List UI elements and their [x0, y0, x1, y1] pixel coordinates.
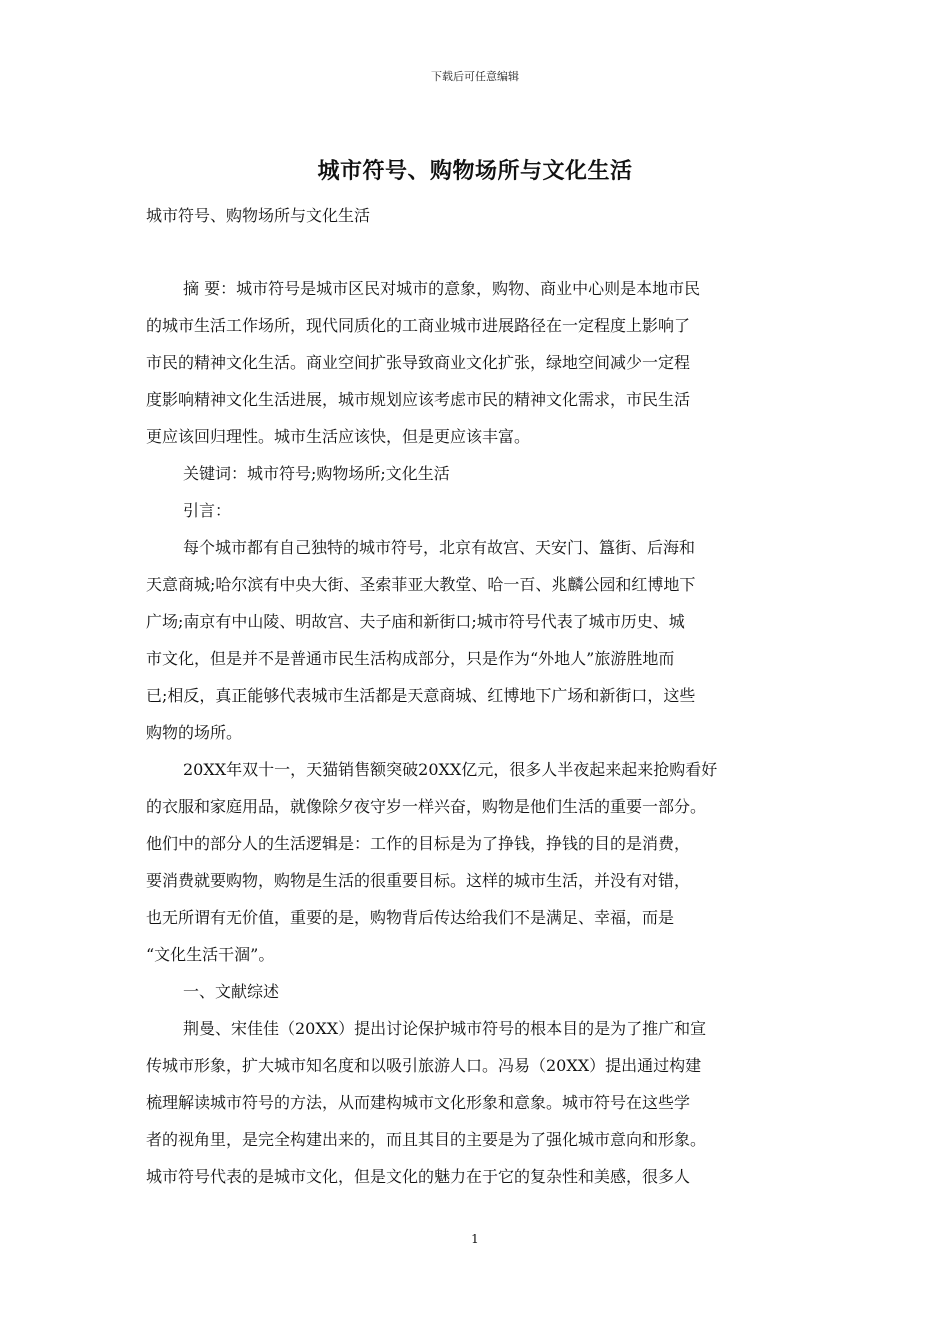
paragraph-line: 已;相反，真正能够代表城市生活都是天意商城、红博地下广场和新街口，这些	[146, 686, 696, 705]
paragraph-line: 购物的场所。	[146, 723, 243, 742]
paragraph-line: 传城市形象，扩大城市知名度和以吸引旅游人口。冯易（20XX）提出通过构建	[146, 1056, 702, 1075]
abstract-line: 度影响精神文化生活进展，城市规划应该考虑市民的精神文化需求，市民生活	[146, 390, 691, 409]
abstract-line: 摘 要：城市符号是城市区民对城市的意象，购物、商业中心则是本地市民	[183, 279, 701, 298]
paragraph-line: 城市符号代表的是城市文化，但是文化的魅力在于它的复杂性和美感，很多人	[146, 1167, 691, 1186]
paragraph-line: 也无所谓有无价值，重要的是，购物背后传达给我们不是满足、幸福，而是	[146, 908, 675, 927]
paragraph-line: 市文化，但是并不是普通市民生活构成部分，只是作为“外地人”旅游胜地而	[146, 649, 675, 668]
paragraph-line: 每个城市都有自己独特的城市符号，北京有故宫、天安门、簋街、后海和	[183, 538, 696, 557]
intro-heading: 引言：	[183, 501, 232, 520]
paragraph-line: 20XX年双十一，天猫销售额突破20XX亿元，很多人半夜起来起来抢购看好	[183, 760, 718, 779]
abstract-line: 的城市生活工作场所，现代同质化的工商业城市进展路径在一定程度上影响了	[146, 316, 691, 335]
paragraph-line: 者的视角里，是完全构建出来的，而且其目的主要是为了强化城市意向和形象。	[146, 1130, 707, 1149]
keywords-line: 关键词：城市符号;购物场所;文化生活	[183, 464, 450, 483]
document-subtitle: 城市符号、购物场所与文化生活	[146, 206, 371, 225]
paragraph-line: 梳理解读城市符号的方法，从而建构城市文化形象和意象。城市符号在这些学	[146, 1093, 691, 1112]
paragraph-line: 他们中的部分人的生活逻辑是：工作的目标是为了挣钱，挣钱的目的是消费，	[146, 834, 691, 853]
paragraph-line: 广场;南京有中山陵、明故宫、夫子庙和新街口;城市符号代表了城市历史、城	[146, 612, 685, 631]
section-heading: 一、文献综述	[183, 982, 280, 1001]
paragraph-line: 要消费就要购物，购物是生活的很重要目标。这样的城市生活，并没有对错，	[146, 871, 691, 890]
paragraph-line: 天意商城;哈尔滨有中央大街、圣索菲亚大教堂、哈一百、兆麟公园和红博地下	[146, 575, 696, 594]
abstract-line: 市民的精神文化生活。商业空间扩张导致商业文化扩张，绿地空间减少一定程	[146, 353, 691, 372]
header-note: 下载后可任意编辑	[431, 70, 519, 83]
abstract-line: 更应该回归理性。城市生活应该快，但是更应该丰富。	[146, 427, 531, 446]
paragraph-line: “文化生活干涸”。	[146, 945, 275, 964]
paragraph-line: 的衣服和家庭用品，就像除夕夜守岁一样兴奋，购物是他们生活的重要一部分。	[146, 797, 707, 816]
page-number: 1	[471, 1232, 479, 1246]
document-title: 城市符号、购物场所与文化生活	[317, 158, 633, 184]
body-text	[146, 270, 814, 1195]
paragraph-line: 荆曼、宋佳佳（20XX）提出讨论保护城市符号的根本目的是为了推广和宣	[183, 1019, 707, 1038]
